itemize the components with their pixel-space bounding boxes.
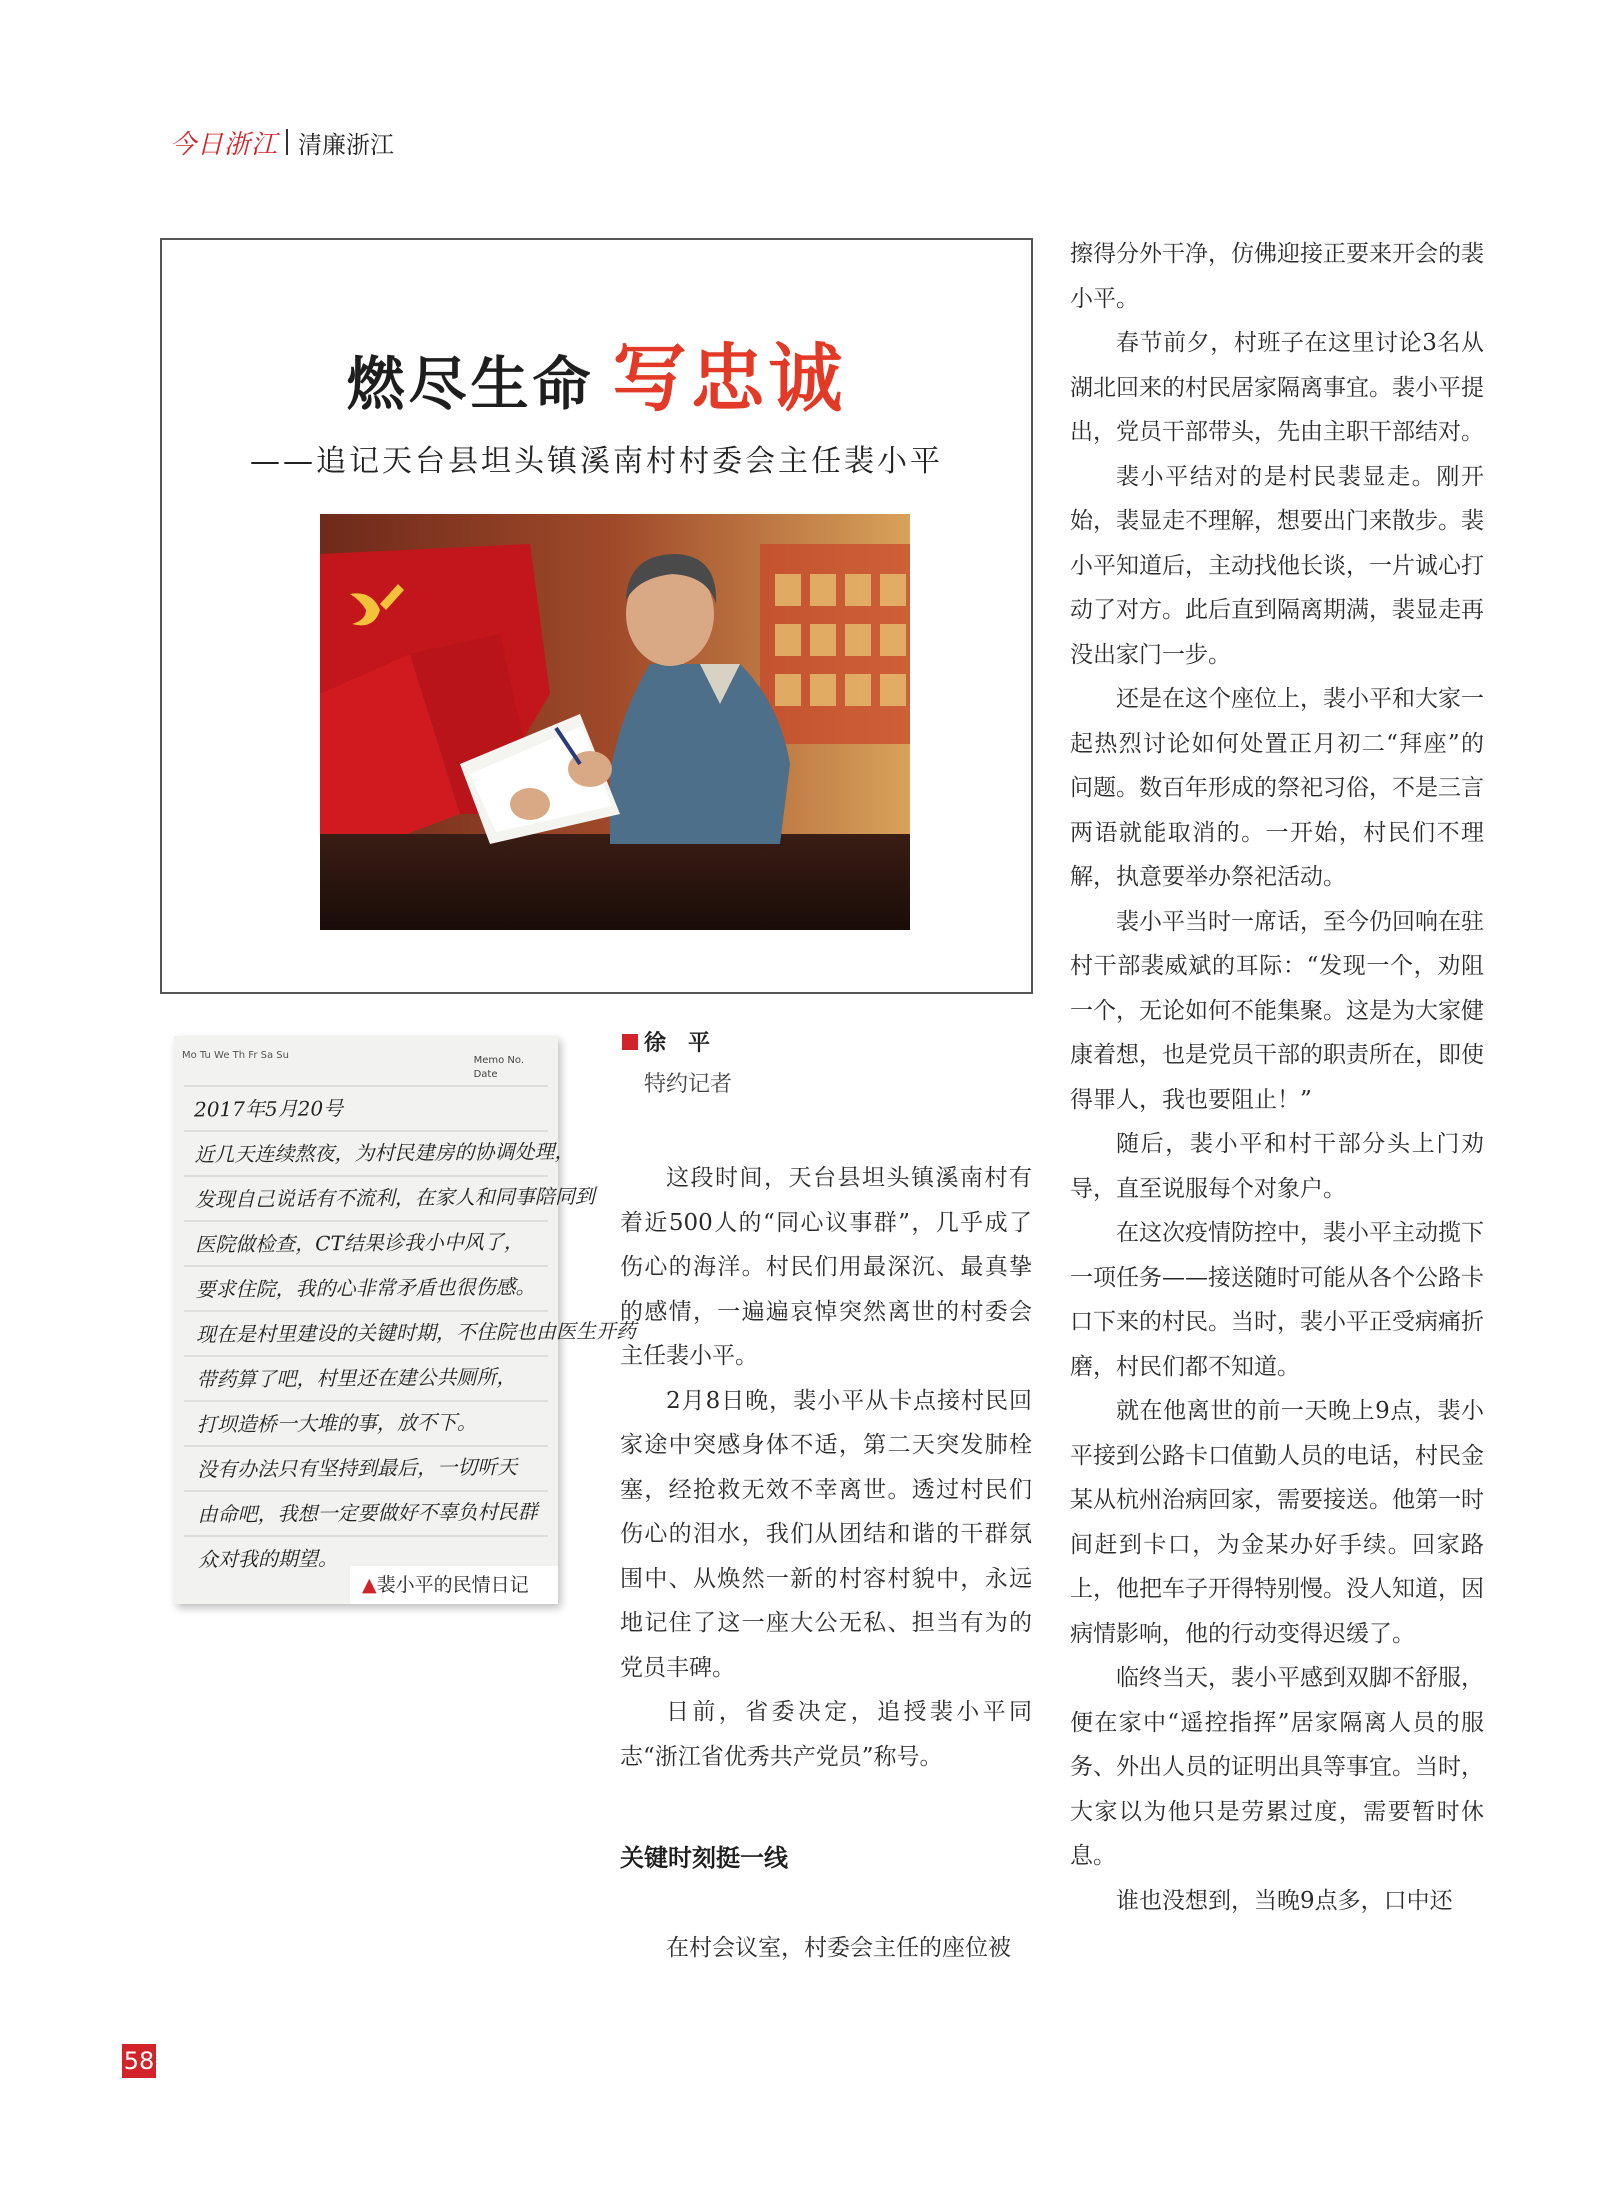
author-name-text: 徐 平 <box>644 1031 711 1056</box>
article-column-1-continued <box>620 1926 1032 1971</box>
article-column-2 <box>1070 232 1484 1923</box>
paragraph: 裴小平结对的是村民裴显走。刚开始，裴显走不理解，想要出门来散步。裴小平知道后，主动找他长谈，一片诚心打动了对方。此后直到隔离期满，裴显走再没出家门一步。 <box>1070 463 1484 668</box>
paragraph: 在村会议室，村委会主任的座位被 <box>666 1935 1011 1961</box>
section-heading: 关键时刻挺一线 <box>620 1844 788 1872</box>
portrait-illustration <box>320 514 910 930</box>
diary-caption <box>350 1566 558 1604</box>
paragraph: 就在他离世的前一天晚上9点，裴小平接到公路卡口值勤人员的电话，村民金某从杭州治病回家，需要接送。他第一时间赶到卡口，为金某办好手续。回家路上，他把车子开得特别慢。没人知道，因病情影响，他的行动变得迟缓了。 <box>1070 1398 1484 1647</box>
diary-line: 2017年5月20号 <box>193 1096 344 1122</box>
article-column-1 <box>620 1156 1032 1779</box>
diary-line: 医院做检查，CT结果诊我小中风了， <box>195 1229 524 1257</box>
diary-line: 近几天连续熬夜，为村民建房的协调处理， <box>194 1139 575 1167</box>
paragraph: 在这次疫情防控中，裴小平主动揽下一项任务——接送随时可能从各个公路卡口下来的村民。当时，裴小平正受病痛折磨，村民们都不知道。 <box>1070 1220 1484 1380</box>
paragraph: 2月8日晚，裴小平从卡点接村民回家途中突感身体不适，第二天突发肺栓塞，经抢救无效不幸离世。透过村民们伤心的泪水，我们从团结和谐的干群氛围中、从焕然一新的村容村貌中，永远地记住了这一座大公无私、担当有为的党员丰碑。 <box>620 1387 1032 1681</box>
diary-line: 要求住院，我的心非常矛盾也很伤感。 <box>195 1274 536 1302</box>
masthead-divider <box>286 129 288 155</box>
diary-line: 发现自己说话有不流利，在家人和同事陪同到 <box>194 1183 595 1212</box>
article-title <box>162 320 1031 426</box>
masthead <box>170 122 394 162</box>
diary-line: 众对我的期望。 <box>197 1546 339 1572</box>
magazine-logo: 今日浙江 <box>170 129 279 160</box>
paragraph: 春节前夕，村班子在这里讨论3名从湖北回来的村民居家隔离事宜。裴小平提出，党员干部带头，先由主职干部结对。 <box>1070 330 1484 445</box>
portrait-photo <box>320 514 910 930</box>
paragraph: 谁也没想到，当晚9点多，口中还 <box>1116 1887 1453 1914</box>
title-part-1: 燃尽生命 <box>346 350 595 418</box>
author-role: 特约记者 <box>644 1072 733 1097</box>
paragraph: 日前，省委决定，追授裴小平同志“浙江省优秀共产党员”称号。 <box>620 1699 1032 1770</box>
diary-caption-text: 裴小平的民情日记 <box>376 1574 529 1596</box>
diary-line: 打坝造桥一大堆的事，放不下。 <box>196 1410 477 1437</box>
diary-memo-no: Memo No. <box>473 1055 524 1066</box>
diary-date-label: Date <box>473 1069 498 1080</box>
diary-photo <box>174 1036 637 1604</box>
paragraph: 随后，裴小平和村干部分头上门劝导，直至说服每个对象户。 <box>1070 1131 1484 1202</box>
section-name: 清廉浙江 <box>298 130 395 159</box>
red-square-icon <box>622 1034 638 1050</box>
article-subtitle: ——追记天台县坦头镇溪南村村委会主任裴小平 <box>250 444 943 479</box>
page-number: 58 <box>122 2044 156 2078</box>
paragraph: 临终当天，裴小平感到双脚不舒服，便在家中“遥控指挥”居家隔离人员的服务、外出人员的证明出具等事宜。当时，大家以为他只是劳累过度，需要暂时休息。 <box>1070 1665 1484 1869</box>
diary-memo-header <box>474 1054 524 1082</box>
diary-line: 由命吧，我想一定要做好不辜负村民群 <box>197 1499 538 1527</box>
paragraph: 裴小平当时一席话，至今仍回响在驻村干部裴威斌的耳际：“发现一个，劝阻一个，无论如何不能集聚。这是为大家健康着想，也是党员干部的职责所在，即使得罪人，我也要阻止！” <box>1070 908 1484 1113</box>
diary-weekdays: Mo Tu We Th Fr Sa Su <box>182 1050 289 1061</box>
caption-triangle-icon: ▲ <box>362 1574 377 1596</box>
title-box <box>160 238 1033 994</box>
diary-line: 带药算了吧，村里还在建公共厕所， <box>196 1364 517 1392</box>
author-name <box>622 1026 732 1057</box>
diary-line: 没有办法只有坚持到最后，一切听天 <box>197 1454 518 1482</box>
paragraph: 这段时间，天台县坦头镇溪南村有着近500人的“同心议事群”，几乎成了伤心的海洋。村民们用最深沉、最真挚的感情，一遍遍哀悼突然离世的村委会主任裴小平。 <box>620 1165 1032 1369</box>
diary-line: 现在是村里建设的关键时期，不住院也由医生开药 <box>195 1318 637 1347</box>
paragraph: 擦得分外干净，仿佛迎接正要来开会的裴小平。 <box>1070 241 1484 312</box>
paragraph: 还是在这个座位上，裴小平和大家一起热烈讨论如何处置正月初二“拜座”的问题。数百年形成的祭祀习俗，不是三言两语就能取消的。一开始，村民们不理解，执意要举办祭祀活动。 <box>1070 686 1484 890</box>
title-part-2: 写忠诚 <box>612 336 847 422</box>
diary-handwriting <box>193 1085 637 1583</box>
byline <box>622 1026 732 1098</box>
